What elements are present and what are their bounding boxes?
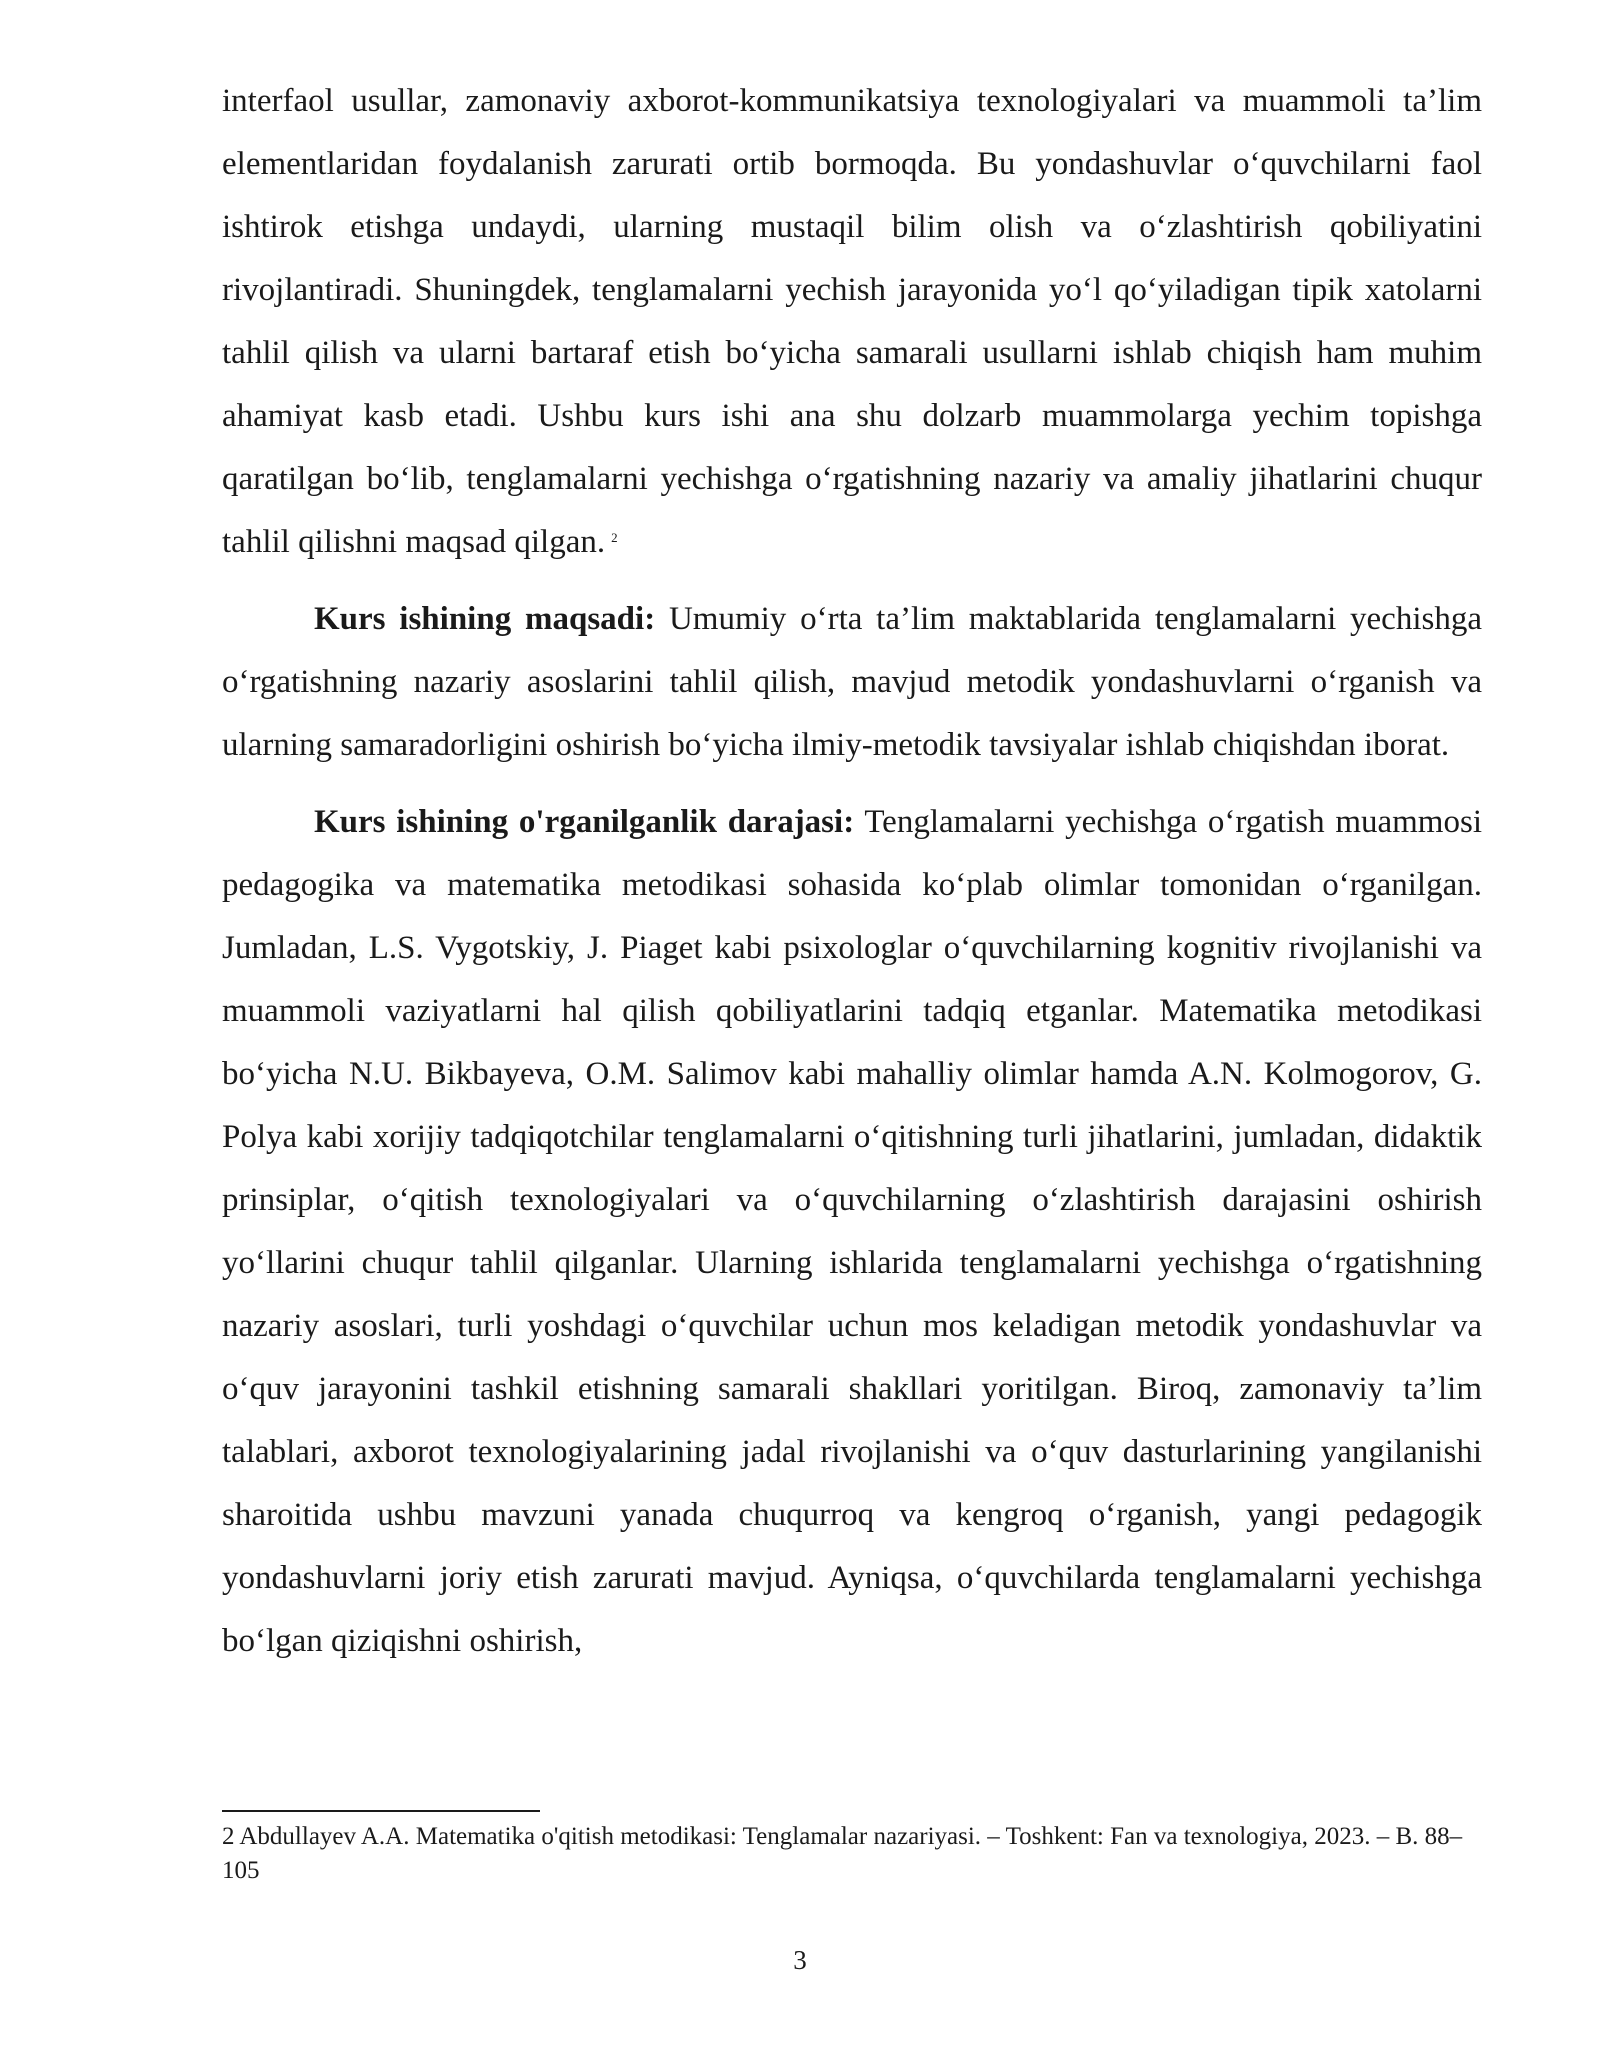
- footnote-reference: 2: [611, 530, 618, 545]
- paragraph-intro-text: interfaol usullar, zamonaviy axborot-kommunikatsiya texnologiyalari va muammoli ta’lim elementlaridan foydalanish zarurati ortib bormoqda. Bu yondashuvlar o‘quvchilarni faol ishtirok etishga undaydi, ularning mustaqil bilim olish va o‘zlashtirish qobiliyatini rivojlantiradi. Shuningdek, tenglamalarni yechish jarayonida yo‘l qo‘yiladigan tipik xatolarni tahlil qilish va ularni bartaraf etish bo‘yicha samarali usullarni ishlab chiqish ham muhim ahamiyat kasb etadi. Ushbu kurs ishi ana shu dolzarb muammolarga yechim topishga qaratilgan bo‘lib, tenglamalarni yechishga o‘rgatishning nazariy va amaliy jihatlarini chuqur tahlil qilishni maqsad qilgan.: [222, 83, 1482, 560]
- paragraph-intro: [222, 70, 1482, 574]
- goal-text: Umumiy o‘rta ta’lim maktablarida tenglamalarni yechishga o‘rgatishning nazariy asoslarini tahlil qilish, mavjud metodik yondashuvlarni o‘rganish va ularning samaradorligini oshirish bo‘yicha ilmiy-metodik tavsiyalar ishlab chiqishdan iborat.: [222, 601, 1482, 763]
- paragraph-goal: [222, 588, 1482, 777]
- paragraph-study-level: [222, 791, 1482, 1673]
- page-number: 3: [793, 1945, 807, 1975]
- goal-heading: Kurs ishining maqsadi:: [314, 601, 656, 637]
- study-level-heading: Kurs ishining o'rganilganlik darajasi:: [314, 804, 855, 840]
- document-body: [222, 70, 1482, 1673]
- footnote-separator: [222, 1810, 540, 1812]
- footnote: 2 Abdullayev A.A. Matematika o'qitish metodikasi: Tenglamalar nazariyasi. – Toshkent: Fan va texnologiya, 2023. – B. 88–105: [222, 1823, 1463, 1884]
- study-level-text: Tenglamalarni yechishga o‘rgatish muammosi pedagogika va matematika metodikasi sohasida ko‘plab olimlar tomonidan o‘rganilgan. Jumladan, L.S. Vygotskiy, J. Piaget kabi psixologlar o‘quvchilarning kognitiv rivojlanishi va muammoli vaziyatlarni hal qilish qobiliyatlarini tadqiq etganlar. Matematika metodikasi bo‘yicha N.U. Bikbayeva, O.M. Salimov kabi mahalliy olimlar hamda A.N. Kolmogorov, G. Polya kabi xorijiy tadqiqotchilar tenglamalarni o‘qitishning turli jihatlarini, jumladan, didaktik prinsiplar, o‘qitish texnologiyalari va o‘quvchilarning o‘zlashtirish darajasini oshirish yo‘llarini chuqur tahlil qilganlar. Ularning ishlarida tenglamalarni yechishga o‘rgatishning nazariy asoslari, turli yoshdagi o‘quvchilar uchun mos keladigan metodik yondashuvlar va o‘quv jarayonini tashkil etishning samarali shakllari yoritilgan. Biroq, zamonaviy ta’lim talablari, axborot texnologiyalarining jadal rivojlanishi va o‘quv dasturlarining yangilanishi sharoitida ushbu mavzuni yanada chuqurroq va kengroq o‘rganish, yangi pedagogik yondashuvlarni joriy etish zarurati mavjud. Ayniqsa, o‘quvchilarda tenglamalarni yechishga bo‘lgan qiziqishni oshirish,: [222, 804, 1482, 1659]
